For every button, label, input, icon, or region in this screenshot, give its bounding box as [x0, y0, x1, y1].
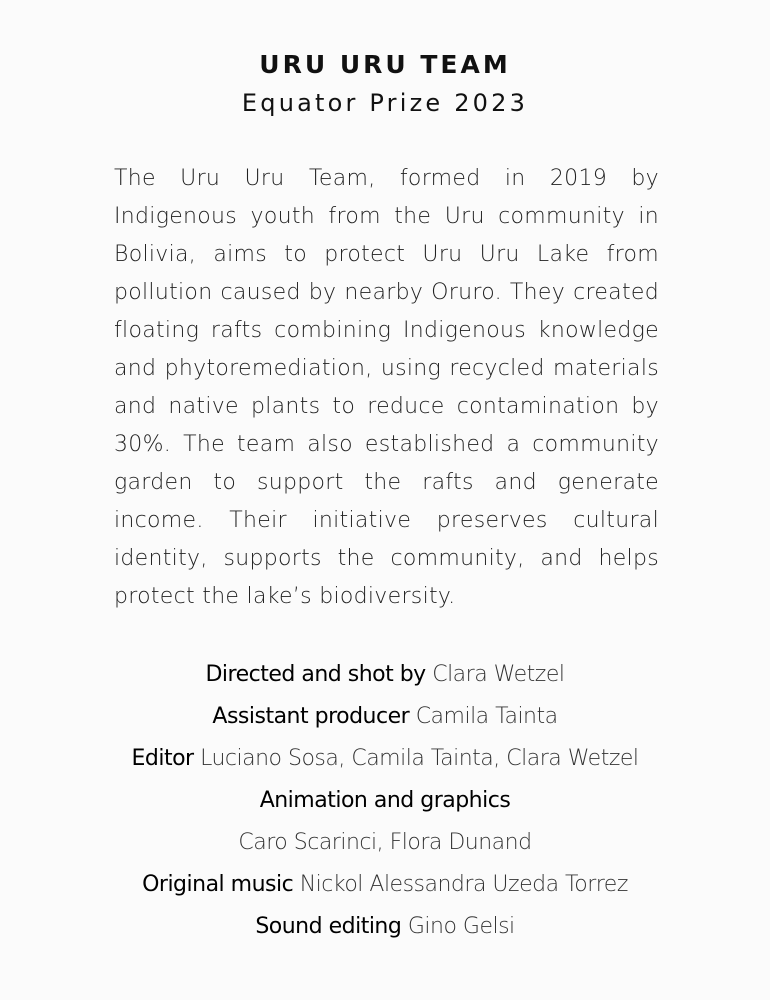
credit-line-director [0, 654, 770, 696]
credit-line-animation-names [0, 822, 770, 864]
credit-line-music [0, 864, 770, 906]
credit-name: Camila Tainta [415, 704, 558, 729]
credit-line-editor [0, 738, 770, 780]
credit-name: Caro Scarinci, Flora Dunand [238, 830, 532, 855]
credit-role: Editor [131, 746, 194, 771]
credits-block [0, 654, 770, 948]
credit-line-assistant-producer [0, 696, 770, 738]
credit-name: Clara Wetzel [432, 662, 565, 687]
credit-name: Gino Gelsi [407, 914, 515, 939]
credit-name: Nickol Alessandra Uzeda Torrez [299, 872, 628, 897]
credit-name: Luciano Sosa, Camila Tainta, Clara Wetzel [200, 746, 639, 771]
credit-role: Sound editing [255, 914, 402, 939]
credit-role: Animation and graphics [259, 788, 511, 813]
header [0, 46, 770, 122]
credit-role: Directed and shot by [205, 662, 426, 687]
page-subtitle: Equator Prize 2023 [241, 89, 529, 117]
page-title: URU URU TEAM [259, 50, 511, 79]
credit-role: Original music [142, 872, 294, 897]
credit-line-animation [0, 780, 770, 822]
credit-role: Assistant producer [212, 704, 410, 729]
credit-line-sound [0, 906, 770, 948]
description-paragraph: The Uru Uru Team, formed in 2019 by Indigenous youth from the Uru community in Bolivia, aims to protect Uru Uru Lake from pollution caused by nearby Oruro. They created floating rafts combining Indigenous knowledge and phytoremediation, using recycled materials and native plants to reduce contamination by 30%. The team also established a community garden to support the rafts and generate income. Their initiative preserves cultural identity, supports the community, and helps protect the lake’s biodiversity. [114, 166, 659, 609]
